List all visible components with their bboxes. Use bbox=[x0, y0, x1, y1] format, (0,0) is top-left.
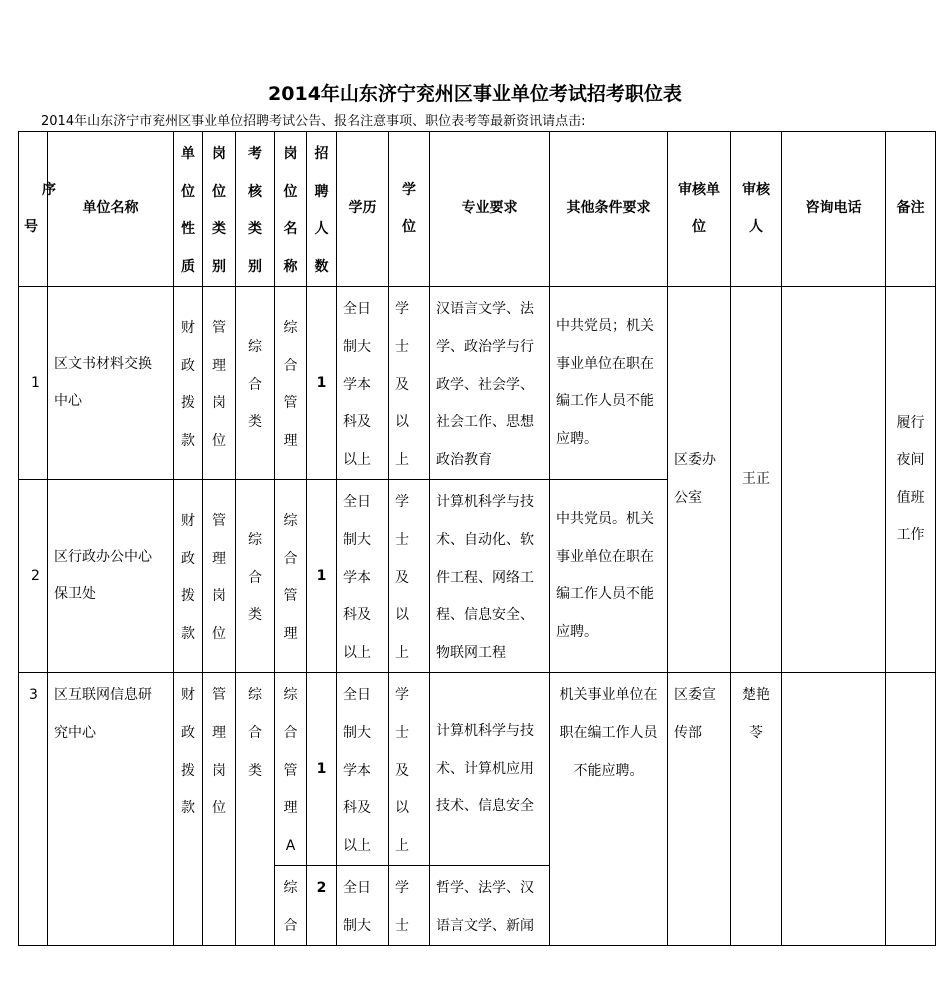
header-major: 专业要求 bbox=[430, 132, 550, 287]
cell-char: 综 bbox=[248, 531, 262, 548]
cell-char: 理 bbox=[212, 357, 226, 374]
table-row bbox=[19, 287, 936, 480]
cell-char: 理 bbox=[212, 724, 226, 741]
cell-line: 程、信息安全、 bbox=[436, 607, 534, 624]
cell-char: 类 bbox=[248, 414, 262, 431]
header-char: 别 bbox=[212, 258, 226, 275]
cell-degree bbox=[389, 866, 430, 946]
cell-line: 公室 bbox=[674, 489, 702, 506]
cell-char: 拨 bbox=[181, 588, 195, 605]
cell-unit-nature bbox=[174, 480, 203, 673]
cell-line: 计算机科学与技 bbox=[436, 494, 534, 511]
cell-char: 管 bbox=[283, 588, 298, 605]
cell-line: 中共党员；机关 bbox=[556, 318, 654, 335]
cell-unit-name bbox=[48, 480, 174, 673]
header-degree bbox=[389, 132, 430, 287]
cell-char: 财 bbox=[181, 513, 195, 530]
cell-line: 履行 bbox=[896, 414, 925, 431]
cell-line: 学本 bbox=[343, 376, 371, 393]
cell-line: 保卫处 bbox=[54, 586, 96, 603]
cell-char: 综 bbox=[283, 513, 298, 530]
header-char: 单 bbox=[181, 146, 195, 162]
header-char: 聘 bbox=[314, 183, 329, 200]
cell-seq: 1 bbox=[19, 287, 48, 480]
cell-char: 合 bbox=[248, 376, 262, 393]
cell-char: 合 bbox=[283, 357, 298, 374]
cell-char: 士 bbox=[395, 724, 409, 741]
page-title: 2014年山东济宁兖州区事业单位考试招考职位表 bbox=[268, 83, 682, 105]
cell-exam-type bbox=[236, 480, 275, 673]
cell-remark bbox=[886, 287, 936, 673]
cell-line: 值班 bbox=[896, 489, 925, 506]
cell-char: 及 bbox=[395, 376, 409, 393]
header-education: 学历 bbox=[337, 132, 389, 287]
cell-seq: 2 bbox=[19, 480, 48, 673]
cell-line: 学本 bbox=[343, 569, 371, 586]
cell-char: 学 bbox=[395, 687, 409, 704]
cell-other bbox=[550, 673, 668, 946]
cell-char: 综 bbox=[283, 687, 298, 704]
cell-education bbox=[337, 480, 389, 673]
header-other: 其他条件要求 bbox=[550, 132, 668, 287]
cell-char: 管 bbox=[212, 320, 226, 337]
cell-post-type bbox=[203, 673, 236, 946]
cell-char: 学 bbox=[395, 880, 409, 897]
cell-post-type bbox=[203, 287, 236, 480]
cell-char: 岗 bbox=[212, 762, 226, 779]
cell-char: 理 bbox=[283, 432, 298, 449]
cell-char: 士 bbox=[395, 531, 409, 548]
cell-major bbox=[430, 287, 550, 480]
cell-post-name bbox=[275, 287, 307, 480]
cell-reviewer: 王正 bbox=[731, 287, 782, 673]
header-line: 审核单 bbox=[678, 181, 720, 198]
cell-char: 管 bbox=[212, 513, 226, 530]
cell-degree bbox=[389, 287, 430, 480]
cell-char: 士 bbox=[395, 917, 409, 934]
cell-line: 全日 bbox=[343, 687, 371, 704]
cell-line: 技术、信息安全 bbox=[436, 798, 534, 815]
header-exam-type bbox=[236, 132, 275, 287]
header-char: 质 bbox=[181, 258, 195, 275]
cell-degree bbox=[389, 480, 430, 673]
header-char: 类 bbox=[212, 221, 226, 238]
cell-line: 机关事业单位在 bbox=[559, 687, 658, 704]
cell-recruit-num: 1 bbox=[307, 287, 337, 480]
cell-unit-nature bbox=[174, 673, 203, 946]
cell-line: 究中心 bbox=[54, 724, 96, 741]
cell-char: 类 bbox=[248, 607, 262, 624]
header-post-name bbox=[275, 132, 307, 287]
cell-degree bbox=[389, 673, 430, 866]
cell-line: 计算机科学与技 bbox=[436, 722, 534, 739]
cell-line: 制大 bbox=[343, 724, 371, 741]
cell-char: 以 bbox=[395, 800, 409, 817]
cell-char: 位 bbox=[212, 800, 226, 817]
cell-line: 事业单位在职在 bbox=[556, 355, 654, 372]
cell-line: 制大 bbox=[343, 917, 371, 934]
cell-char: 政 bbox=[181, 550, 195, 567]
cell-char: 以 bbox=[395, 607, 409, 624]
header-row bbox=[19, 132, 936, 287]
cell-char: 综 bbox=[283, 880, 298, 897]
cell-remark bbox=[886, 673, 936, 946]
cell-char: 位 bbox=[212, 625, 226, 642]
cell-line: 制大 bbox=[343, 338, 371, 355]
cell-char: 士 bbox=[395, 338, 409, 355]
cell-review-unit bbox=[668, 673, 731, 946]
cell-line: 区委办 bbox=[674, 452, 716, 469]
header-review-unit bbox=[668, 132, 731, 287]
header-char: 位 bbox=[402, 219, 416, 236]
cell-reviewer bbox=[731, 673, 782, 946]
header-char: 人 bbox=[314, 221, 329, 238]
cell-line: 应聘。 bbox=[556, 623, 598, 640]
cell-review-unit bbox=[668, 287, 731, 673]
cell-char: 管 bbox=[283, 395, 298, 412]
cell-line: 汉语言文学、法 bbox=[436, 301, 534, 318]
cell-line: 术、计算机应用 bbox=[436, 760, 534, 777]
header-post-type bbox=[203, 132, 236, 287]
cell-char: 合 bbox=[248, 724, 262, 741]
cell-char: 合 bbox=[283, 724, 298, 741]
cell-char: 岗 bbox=[212, 588, 226, 605]
cell-char: 管 bbox=[283, 762, 298, 779]
header-char: 位 bbox=[181, 183, 195, 200]
cell-line: 传部 bbox=[674, 724, 702, 741]
cell-char: 政 bbox=[181, 357, 195, 374]
header-char: 类 bbox=[248, 221, 262, 238]
cell-line: 以上 bbox=[343, 644, 371, 661]
cell-recruit-num: 2 bbox=[307, 866, 337, 946]
cell-exam-type bbox=[236, 673, 275, 946]
cell-line: 哲学、法学、汉 bbox=[436, 880, 534, 897]
cell-line: 楚艳 bbox=[742, 687, 770, 704]
cell-char: 款 bbox=[181, 625, 195, 642]
cell-education bbox=[337, 866, 389, 946]
cell-char: 综 bbox=[283, 320, 298, 337]
cell-other bbox=[550, 287, 668, 480]
page-subtitle: 2014年山东济宁市兖州区事业单位招聘考试公告、报名注意事项、职位表考等最新资讯请点击: bbox=[41, 114, 586, 129]
cell-char: 财 bbox=[181, 320, 195, 337]
cell-line: 不能应聘。 bbox=[573, 762, 644, 779]
cell-line: 中心 bbox=[54, 393, 82, 410]
cell-char: 款 bbox=[181, 432, 195, 449]
cell-recruit-num: 1 bbox=[307, 673, 337, 866]
cell-line: 区文书材料交换 bbox=[54, 355, 152, 372]
cell-char: 上 bbox=[395, 451, 409, 468]
cell-char: 综 bbox=[248, 338, 262, 355]
cell-major bbox=[430, 480, 550, 673]
cell-line: 社会工作、思想 bbox=[436, 414, 534, 431]
cell-char: A bbox=[285, 837, 296, 854]
cell-char: 拨 bbox=[181, 395, 195, 412]
cell-line: 学、政治学与行 bbox=[436, 338, 534, 355]
cell-line: 编工作人员不能 bbox=[556, 586, 654, 603]
header-unit-nature bbox=[174, 132, 203, 287]
table-row bbox=[19, 673, 936, 866]
cell-line: 科及 bbox=[343, 800, 371, 817]
cell-char: 岗 bbox=[212, 395, 226, 412]
header-remark: 备注 bbox=[886, 132, 936, 287]
header-line: 位 bbox=[692, 219, 706, 236]
cell-line: 学本 bbox=[343, 762, 371, 779]
cell-char: 学 bbox=[395, 301, 409, 318]
cell-line: 夜间 bbox=[896, 452, 925, 469]
cell-line: 全日 bbox=[343, 880, 371, 897]
header-char: 考 bbox=[248, 146, 262, 162]
header-char: 性 bbox=[181, 221, 195, 238]
cell-char: 合 bbox=[248, 569, 262, 586]
cell-line: 全日 bbox=[343, 301, 371, 318]
header-unit-name: 单位名称 bbox=[48, 132, 174, 287]
cell-line: 工作 bbox=[896, 527, 925, 544]
cell-char: 及 bbox=[395, 569, 409, 586]
header-seq-line2: 号 bbox=[24, 219, 38, 236]
cell-line: 中共党员。机关 bbox=[556, 511, 654, 528]
cell-char: 位 bbox=[212, 432, 226, 449]
header-char: 位 bbox=[212, 183, 226, 200]
header-line: 人 bbox=[749, 219, 763, 236]
positions-table bbox=[18, 131, 936, 946]
cell-char: 综 bbox=[248, 687, 262, 704]
cell-line: 科及 bbox=[343, 414, 371, 431]
cell-phone bbox=[782, 673, 886, 946]
cell-char: 上 bbox=[395, 837, 409, 854]
cell-char: 理 bbox=[212, 550, 226, 567]
cell-post-name bbox=[275, 866, 307, 946]
cell-line: 事业单位在职在 bbox=[556, 548, 654, 565]
cell-line: 区行政办公中心 bbox=[54, 548, 152, 565]
cell-post-name bbox=[275, 673, 307, 866]
cell-line: 苓 bbox=[749, 724, 763, 741]
cell-major bbox=[430, 866, 550, 946]
cell-post-type bbox=[203, 480, 236, 673]
header-char: 岗 bbox=[212, 146, 226, 162]
cell-recruit-num: 1 bbox=[307, 480, 337, 673]
header-seq-line1: 序 bbox=[42, 182, 56, 199]
cell-education bbox=[337, 287, 389, 480]
cell-line: 制大 bbox=[343, 531, 371, 548]
cell-char: 理 bbox=[283, 800, 298, 817]
cell-major bbox=[430, 673, 550, 866]
cell-line: 政治教育 bbox=[436, 451, 492, 468]
cell-char: 合 bbox=[283, 917, 298, 934]
cell-unit-name bbox=[48, 673, 174, 946]
header-line: 审核 bbox=[742, 181, 770, 198]
cell-other bbox=[550, 480, 668, 673]
header-char: 别 bbox=[248, 258, 262, 275]
header-seq bbox=[19, 132, 56, 287]
cell-phone bbox=[782, 287, 886, 673]
cell-line: 职在编工作人员 bbox=[559, 724, 658, 741]
cell-line: 政学、社会学、 bbox=[436, 376, 534, 393]
header-char: 名 bbox=[283, 221, 298, 238]
cell-unit-nature bbox=[174, 287, 203, 480]
cell-char: 及 bbox=[395, 762, 409, 779]
cell-line: 术、自动化、软 bbox=[436, 531, 534, 548]
header-char: 岗 bbox=[283, 146, 298, 162]
cell-char: 类 bbox=[248, 762, 262, 779]
cell-line: 以上 bbox=[343, 837, 371, 854]
cell-char: 以 bbox=[395, 414, 409, 431]
cell-line: 物联网工程 bbox=[436, 644, 506, 661]
header-phone: 咨询电话 bbox=[782, 132, 886, 287]
cell-char: 款 bbox=[181, 800, 195, 817]
cell-line: 全日 bbox=[343, 494, 371, 511]
cell-exam-type bbox=[236, 287, 275, 480]
cell-line: 应聘。 bbox=[556, 430, 598, 447]
cell-unit-name bbox=[48, 287, 174, 480]
cell-char: 管 bbox=[212, 687, 226, 704]
header-recruit-num bbox=[307, 132, 337, 287]
header-char: 招 bbox=[314, 146, 329, 162]
header-char: 学 bbox=[402, 181, 416, 198]
cell-line: 编工作人员不能 bbox=[556, 393, 654, 410]
cell-seq: 3 bbox=[19, 673, 48, 946]
header-char: 位 bbox=[283, 183, 298, 200]
cell-post-name bbox=[275, 480, 307, 673]
header-char: 称 bbox=[283, 258, 298, 275]
cell-line: 科及 bbox=[343, 607, 371, 624]
cell-char: 上 bbox=[395, 644, 409, 661]
cell-line: 语言文学、新闻 bbox=[436, 917, 534, 934]
cell-char: 政 bbox=[181, 724, 195, 741]
cell-line: 以上 bbox=[343, 451, 371, 468]
header-char: 数 bbox=[314, 258, 329, 275]
cell-char: 合 bbox=[283, 550, 298, 567]
header-reviewer bbox=[731, 132, 782, 287]
cell-char: 财 bbox=[181, 687, 195, 704]
cell-line: 区互联网信息研 bbox=[54, 687, 152, 704]
header-char: 核 bbox=[248, 183, 262, 200]
cell-line: 件工程、网络工 bbox=[436, 569, 534, 586]
cell-char: 理 bbox=[283, 625, 298, 642]
cell-education bbox=[337, 673, 389, 866]
cell-line: 区委宣 bbox=[674, 687, 716, 704]
cell-char: 拨 bbox=[181, 762, 195, 779]
cell-char: 学 bbox=[395, 494, 409, 511]
